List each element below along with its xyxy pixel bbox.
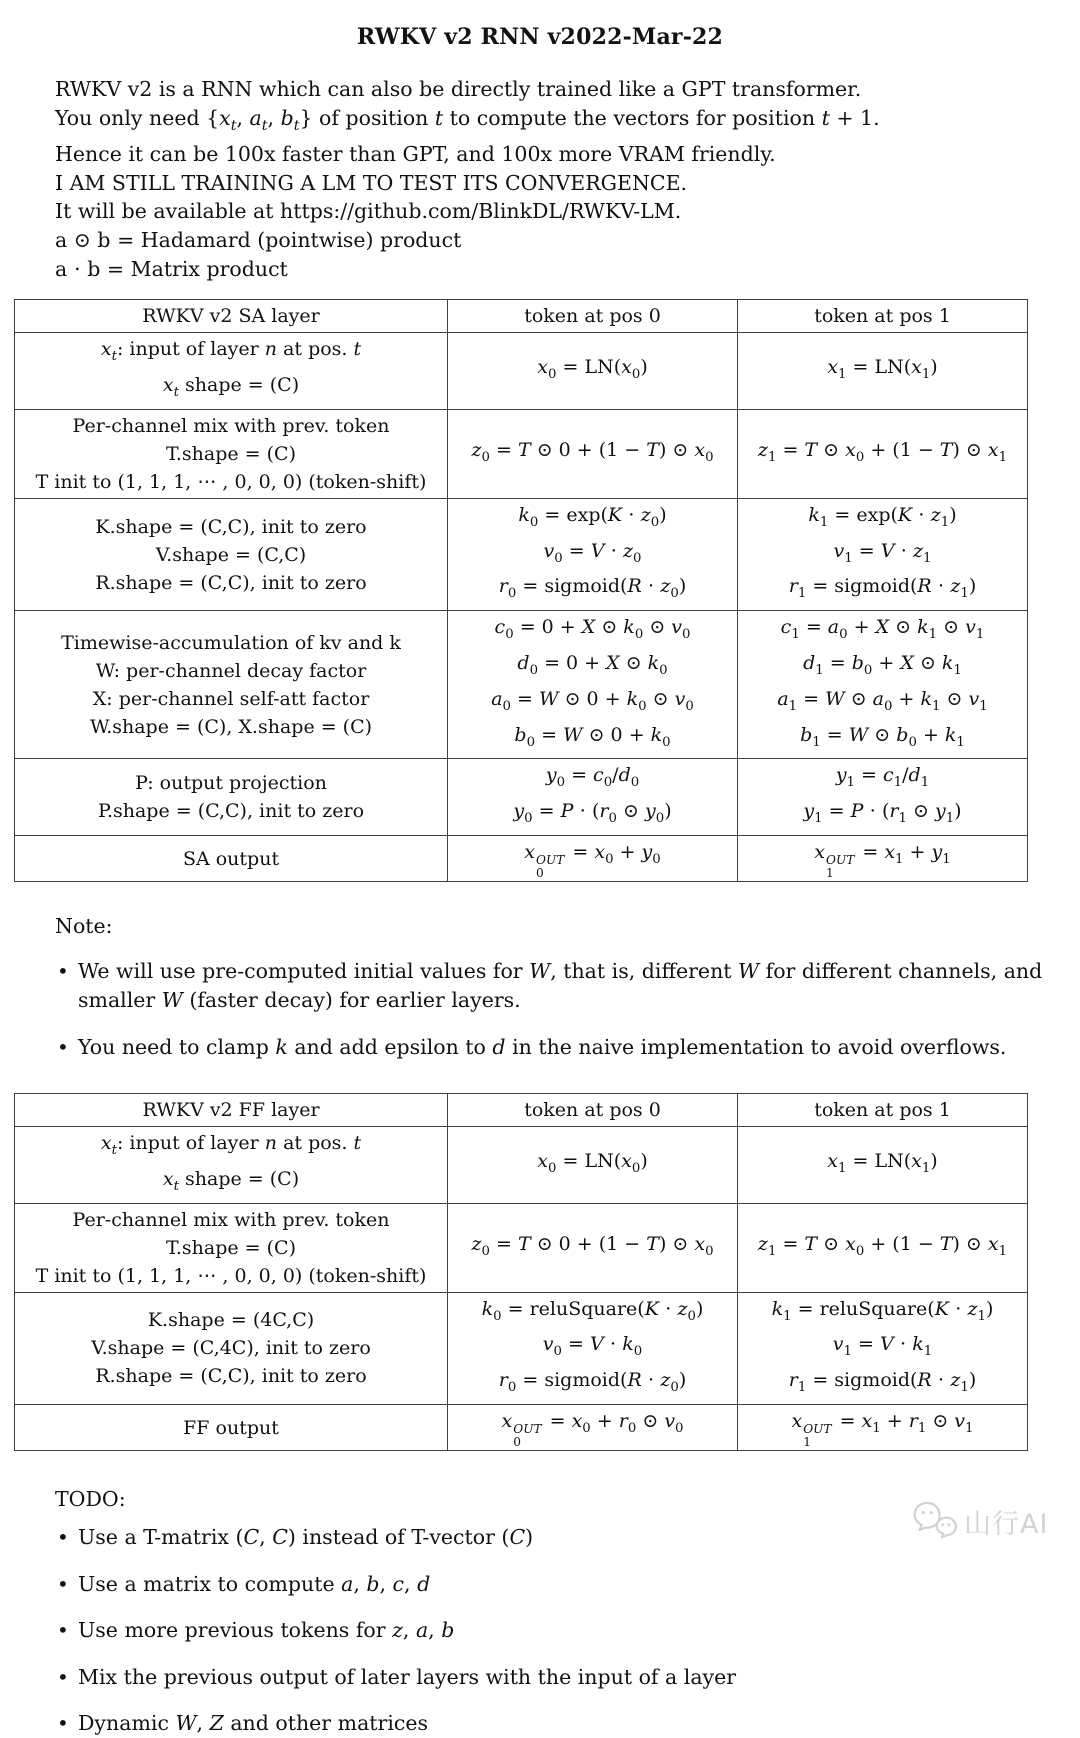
cell-line: W: per-channel decay factor: [95, 659, 367, 682]
cell-line: $a_0 = W$ ⊙ $0 + k_0$ ⊙ $v_0$: [491, 687, 694, 714]
formula-cell: [448, 498, 738, 610]
row-label-cell: [15, 1292, 448, 1404]
table-row: [15, 1292, 1028, 1404]
todo-item: • Use more previous tokens for z, a, b: [55, 1616, 1038, 1645]
formula-cell: [448, 333, 738, 410]
cell-line: X: per-channel self-att factor: [92, 687, 370, 710]
table-header-cell: token at pos 1: [738, 1093, 1028, 1126]
intro-line: Hence it can be 100x faster than GPT, and 100x more VRAM friendly.: [55, 142, 776, 167]
cell-line: x OUT 1 = $x_1 + y_1$: [814, 841, 951, 881]
todo-item: • Use a T-matrix (C, C) instead of T-vector (C): [55, 1523, 1038, 1552]
formula-cell: [448, 409, 738, 498]
cell-line: $k_0 = \exp(K \cdot z_0)$: [518, 503, 667, 530]
table-row: [15, 333, 1028, 410]
formula-cell: [738, 409, 1028, 498]
formula-cell: [738, 1203, 1028, 1292]
cell-line: W.shape = (C), X.shape = (C): [89, 715, 373, 738]
cell-line: $r_1$ = sigmoid(R ⋅ $z_1$): [788, 575, 977, 602]
row-label-cell: [15, 1203, 448, 1292]
cell-line: $d_1 = b_0 + X$ ⊙ $k_1$: [803, 652, 962, 678]
formula-cell: [738, 759, 1028, 836]
cell-line: $y_0 = c_0/d_0$: [545, 764, 640, 791]
cell-line: x OUT 0 = $x_0 + y_0$: [524, 841, 661, 881]
cell-line: $a_1 = W$ ⊙ $a_0 + k_1$ ⊙ $v_1$: [777, 687, 988, 714]
row-label-cell: [15, 611, 448, 759]
cell-line: $b_0 = W$ ⊙ $0 + k_0$: [514, 723, 671, 750]
table-row: [15, 409, 1028, 498]
cell-line: K.shape = (4C,C): [147, 1309, 315, 1332]
cell-line: $d_0 = 0 + X$ ⊙ $k_0$: [517, 652, 668, 678]
row-label-cell: [15, 409, 448, 498]
cell-line: $k_1$ = reluSquare(K ⋅ $z_1$): [771, 1297, 994, 1324]
todo-item: • Dynamic W, Z and other matrices: [55, 1709, 1038, 1738]
cell-line: $v_1 = V \cdot k_1$: [832, 1333, 933, 1360]
intro-line: a ⊙ b = Hadamard (pointwise) product: [55, 228, 462, 253]
note-item: • You need to clamp k and add epsilon to d in the naive implementation to avoid overflows.: [55, 1033, 1066, 1062]
cell-line: $z_0 = T$ ⊙ 0 + (1 − T) ⊙ $x_0$: [471, 438, 714, 465]
formula-cell: [448, 1126, 738, 1203]
note-item: • We will use pre-computed initial values for W, that is, different W for different channels, and smaller W (faster decay) for earlier layers.: [55, 957, 1066, 1014]
intro-line: It will be available at https://github.com/BlinkDL/RWKV-LM.: [55, 199, 682, 224]
note-heading: Note:: [55, 914, 113, 939]
row-label-cell: [15, 333, 448, 410]
table-header-row: [15, 1093, 1028, 1126]
cell-line: x OUT 1 = $x_1 + r_1$ ⊙ $v_1$: [791, 1409, 974, 1450]
cell-line: $r_0$ = sigmoid(R ⋅ $z_0$): [498, 575, 687, 602]
cell-line: R.shape = (C,C), init to zero: [95, 571, 367, 594]
cell-line: $y_1 = c_1/d_1$: [835, 764, 930, 791]
cell-line: Timewise-accumulation of kv and k: [61, 631, 401, 654]
table-row: [15, 1126, 1028, 1203]
cell-line: $z_1 = T$ ⊙ $x_0 + (1 - T)$ ⊙ $x_1$: [757, 438, 1008, 465]
row-label-cell: [15, 759, 448, 836]
formula-cell: [738, 836, 1028, 882]
document-page: [0, 24, 1080, 1738]
todo-list: [55, 1523, 1080, 1738]
cell-line: $v_1 = V \cdot z_1$: [833, 539, 932, 566]
formula-cell: [448, 1404, 738, 1450]
intro-line: I AM STILL TRAINING A LM TO TEST ITS CONVERGENCE.: [55, 170, 688, 195]
cell-line: $k_1 = \exp(K \cdot z_1)$: [808, 503, 957, 530]
cell-line: T init to (1, 1, 1, ⋯ , 0, 0, 0) (token-shift): [35, 1264, 427, 1287]
formula-cell: [448, 759, 738, 836]
cell-line: V.shape = (C,C): [155, 543, 307, 566]
formula-cell: [738, 498, 1028, 610]
cell-line: $b_1 = W$ ⊙ $b_0 + k_1$: [800, 723, 965, 750]
todo-item: • Mix the previous output of later layers with the input of a layer: [55, 1663, 1038, 1692]
row-label-cell: [15, 1404, 448, 1450]
cell-line: $z_1 = T$ ⊙ $x_0 + (1 - T)$ ⊙ $x_1$: [757, 1232, 1008, 1259]
formula-cell: [738, 1404, 1028, 1450]
row-label-cell: [15, 498, 448, 610]
cell-line: $k_0$ = reluSquare(K ⋅ $z_0$): [481, 1297, 704, 1324]
cell-line: V.shape = (C,4C), init to zero: [91, 1337, 371, 1360]
row-label-cell: [15, 836, 448, 882]
table-row: [15, 1404, 1028, 1450]
cell-line: $y_0 = P \cdot (r_0$ ⊙ $y_0$): [513, 800, 672, 827]
table-header-row: [15, 300, 1028, 333]
formula-cell: [448, 836, 738, 882]
formula-cell: [738, 611, 1028, 759]
formula-cell: [738, 333, 1028, 410]
cell-line: Per-channel mix with prev. token: [72, 414, 390, 437]
cell-line: $v_0 = V \cdot k_0$: [542, 1333, 643, 1360]
cell-line: $x_1 = LN(x_1)$: [827, 356, 938, 382]
cell-line: T.shape = (C): [166, 1236, 297, 1259]
table-row: [15, 1203, 1028, 1292]
intro-paragraph: [55, 75, 1080, 283]
table-header-cell: token at pos 0: [448, 300, 738, 333]
cell-line: Per-channel mix with prev. token: [72, 1208, 390, 1231]
table-header-cell: RWKV v2 FF layer: [15, 1093, 448, 1126]
cell-line: $x_t$ shape = (C): [162, 1167, 300, 1194]
cell-line: R.shape = (C,C), init to zero: [95, 1365, 367, 1388]
cell-line: T init to (1, 1, 1, ⋯ , 0, 0, 0) (token-shift): [35, 470, 427, 493]
cell-line: K.shape = (C,C), init to zero: [95, 515, 367, 538]
table-header-cell: token at pos 0: [448, 1093, 738, 1126]
cell-line: $r_0$ = sigmoid(R ⋅ $z_0$): [498, 1369, 687, 1395]
cell-line: $x_t$ shape = (C): [162, 374, 300, 400]
cell-line: $c_0 = 0 + X$ ⊙ $k_0$ ⊙ $v_0$: [494, 616, 691, 643]
cell-line: T.shape = (C): [166, 442, 297, 465]
cell-line: $x_0 = LN(x_0)$: [537, 1149, 648, 1176]
formula-cell: [448, 611, 738, 759]
cell-line: $z_0 = T$ ⊙ 0 + (1 − T) ⊙ $x_0$: [471, 1232, 714, 1259]
sa-layer-table: [14, 299, 1028, 882]
cell-line: $v_0 = V \cdot z_0$: [543, 539, 642, 566]
todo-item: • Use a matrix to compute a, b, c, d: [55, 1570, 1038, 1599]
formula-cell: [738, 1126, 1028, 1203]
cell-line: $x_t$: input of layer n at pos. t: [100, 1131, 362, 1158]
row-label-cell: [15, 1126, 448, 1203]
cell-line: P: output projection: [135, 772, 327, 795]
table-row: [15, 759, 1028, 836]
cell-line: $r_1$ = sigmoid(R ⋅ $z_1$): [788, 1369, 977, 1395]
page-title: RWKV v2 RNN v2022-Mar-22: [356, 24, 724, 50]
formula-cell: [738, 1292, 1028, 1404]
table-header-cell: token at pos 1: [738, 300, 1028, 333]
ff-layer-table: [14, 1093, 1028, 1451]
formula-cell: [448, 1203, 738, 1292]
cell-line: SA output: [182, 847, 280, 870]
intro-line: a ⋅ b = Matrix product: [55, 256, 288, 281]
wechat-logo-icon: [912, 1501, 958, 1541]
intro-line: You only need {$x_t$, $a_t$, $b_t$} of position t to compute the vectors for position t + 1.: [55, 105, 880, 134]
cell-line: $x_t$: input of layer n at pos. t: [100, 338, 362, 365]
todo-heading: TODO:: [55, 1487, 126, 1512]
table-header-cell: RWKV v2 SA layer: [15, 300, 448, 333]
table-row: [15, 611, 1028, 759]
watermark: [912, 1501, 1048, 1541]
cell-line: $y_1 = P \cdot (r_1$ ⊙ $y_1$): [803, 800, 962, 827]
formula-cell: [448, 1292, 738, 1404]
cell-line: x OUT 0 = $x_0 + r_0$ ⊙ $v_0$: [501, 1409, 684, 1450]
note-list: [55, 957, 1080, 1062]
cell-line: P.shape = (C,C), init to zero: [98, 800, 365, 823]
table-row: [15, 836, 1028, 882]
table-row: [15, 498, 1028, 610]
cell-line: $c_1 = a_0 + X$ ⊙ $k_1$ ⊙ $v_1$: [780, 616, 985, 643]
cell-line: $x_0 = LN(x_0)$: [537, 356, 648, 382]
watermark-text: 山行AI: [964, 1508, 1049, 1540]
intro-line: RWKV v2 is a RNN which can also be directly trained like a GPT transformer.: [55, 77, 862, 101]
cell-line: FF output: [183, 1416, 279, 1439]
cell-line: $x_1 = LN(x_1)$: [827, 1149, 938, 1176]
